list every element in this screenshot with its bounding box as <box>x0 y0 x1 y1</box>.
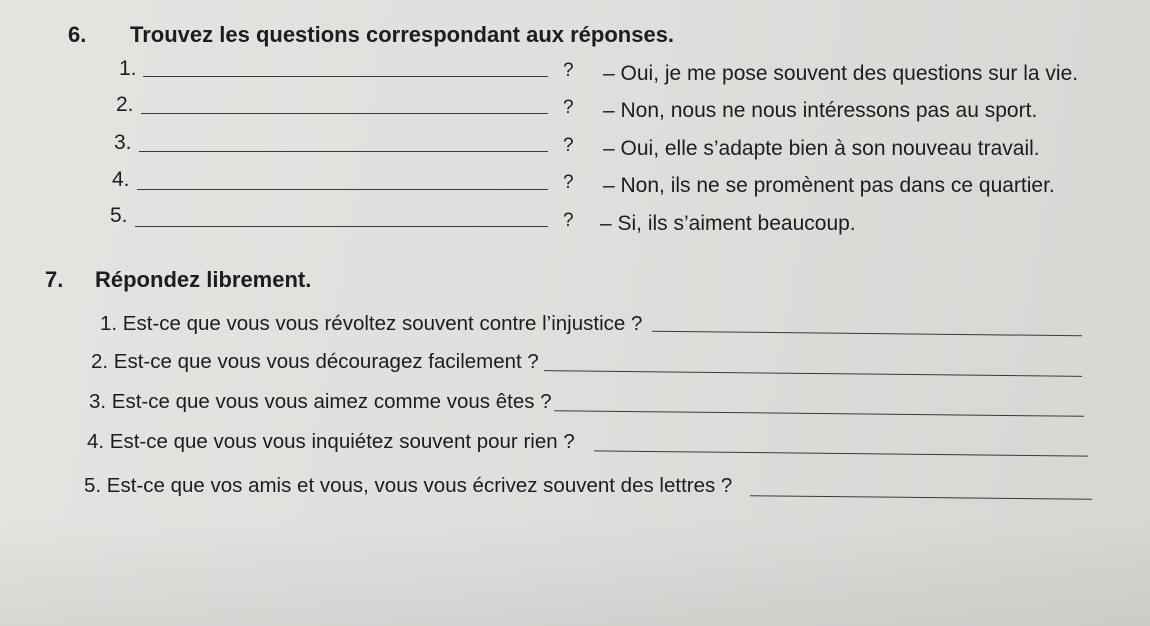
ex6-answer-blank[interactable] <box>143 76 548 77</box>
ex7-answer-blank[interactable] <box>554 410 1084 417</box>
ex6-question-mark: ? <box>563 135 574 156</box>
ex7-question: 4. Est-ce que vous vous inquiétez souvent pour rien ? <box>87 430 575 453</box>
exercise-7-heading <box>45 267 311 293</box>
ex7-answer-blank[interactable] <box>544 370 1082 377</box>
exercise-6-number: 6. <box>68 22 87 47</box>
ex6-answer-blank[interactable] <box>137 189 548 190</box>
ex7-question: 3. Est-ce que vous vous aimez comme vous êtes ? <box>89 390 552 413</box>
ex6-question-mark: ? <box>563 60 574 81</box>
ex6-given-answer: – Oui, elle s’adapte bien à son nouveau travail. <box>603 137 1040 160</box>
ex6-question-mark: ? <box>563 97 574 118</box>
ex7-answer-blank[interactable] <box>594 450 1088 456</box>
ex7-answer-blank[interactable] <box>652 331 1082 337</box>
ex6-answer-blank[interactable] <box>141 113 548 114</box>
exercise-7-title: Répondez librement. <box>95 267 312 292</box>
ex6-item-number: 5. <box>110 204 128 227</box>
ex6-question-mark: ? <box>563 210 574 231</box>
exercise-6-title: Trouvez les questions correspondant aux réponses. <box>130 22 675 47</box>
ex6-item-number: 2. <box>116 93 134 116</box>
ex6-answer-blank[interactable] <box>135 226 548 227</box>
ex7-question: 2. Est-ce que vous vous découragez facilement ? <box>91 350 539 373</box>
exercise-6-heading <box>68 22 674 48</box>
ex7-question: 1. Est-ce que vous vous révoltez souvent contre l’injustice ? <box>100 312 643 335</box>
page-shadow <box>0 520 1150 626</box>
ex6-given-answer: – Si, ils s’aiment beaucoup. <box>600 212 856 235</box>
ex6-given-answer: – Non, ils ne se promènent pas dans ce quartier. <box>603 174 1055 197</box>
ex6-given-answer: – Non, nous ne nous intéressons pas au sport. <box>603 99 1038 122</box>
ex7-answer-blank[interactable] <box>750 495 1092 500</box>
exercise-7-number: 7. <box>45 267 64 292</box>
ex6-item-number: 3. <box>114 131 132 154</box>
ex6-answer-blank[interactable] <box>139 151 548 152</box>
ex7-question: 5. Est-ce que vos amis et vous, vous vous écrivez souvent des lettres ? <box>84 474 733 497</box>
ex6-question-mark: ? <box>563 172 574 193</box>
ex6-item-number: 4. <box>112 168 130 191</box>
ex6-given-answer: – Oui, je me pose souvent des questions sur la vie. <box>603 62 1079 85</box>
ex6-item-number: 1. <box>119 57 137 80</box>
